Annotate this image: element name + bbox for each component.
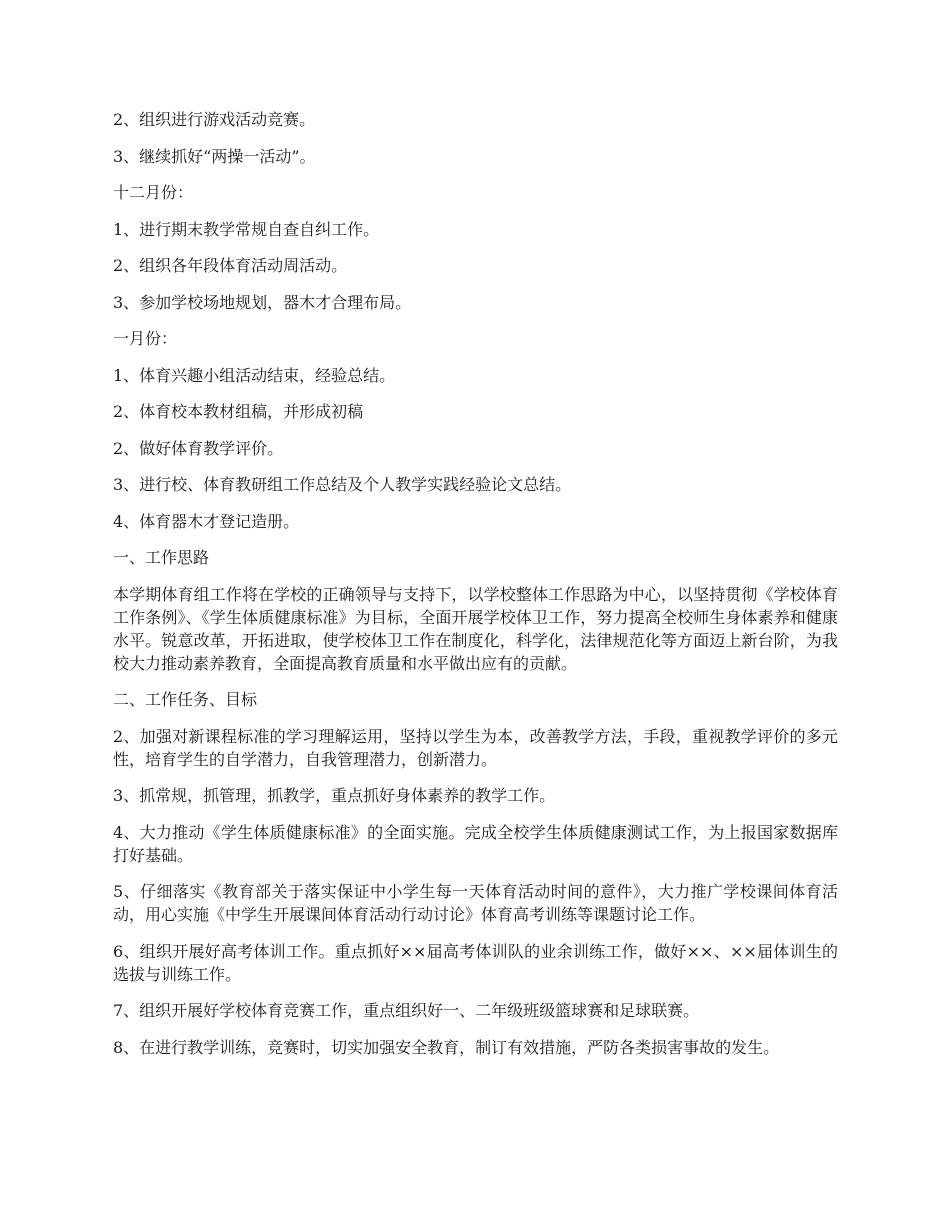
section-heading-december: 十二月份： (113, 183, 194, 202)
list-item: 4、体育器木才登记造册。 (113, 511, 300, 531)
list-item: 2、做好体育教学评价。 (113, 438, 284, 458)
list-item: 2、组织各年段体育活动周活动。 (113, 256, 348, 275)
list-item: 5、仔细落实《教育部关于落实保证中小学生每一天体育活动时间的意件》，大力推广学校课间体育活动，用心实施《中学生开展课间体育活动行动讨论》体育高考训练等课题讨论工作。 (113, 882, 838, 924)
list-item: 4、大力推动《学生体质健康标准》的全面实施。完成全校学生体质健康测试工作，为上报国家数据库打好基础。 (113, 822, 838, 865)
section-heading-january: 一月份： (113, 329, 178, 348)
body-paragraph: 本学期体育组工作将在学校的正确领导与支持下，以学校整体工作思路为中心，以坚持贯彻《学校体育工作条例》、《学生体质健康标准》为目标，全面开展学校体卫工作，努力提高全校师生身体素养和健康水平。锐意改革，开拓进取，使学校体卫工作在制度化，科学化，法律规范化等方面迈上新台阶，为我校大力推动素养教育，全面提高教育质量和水平做出应有的贡献。 (113, 584, 838, 673)
list-item: 3、抓常规，抓管理，抓教学，重点抓好身体素养的教学工作。 (113, 786, 556, 805)
list-item: 2、加强对新课程标准的学习理解运用，坚持以学生为本，改善教学方法，手段，重视教学评价的多元性，培育学生的自学潜力，自我管理潜力，创新潜力。 (113, 726, 838, 769)
list-item: 3、进行校、体育教研组工作总结及个人教学实践经验论文总结。 (113, 475, 572, 494)
list-item: 3、继续抓好“两操一活动”。 (113, 146, 316, 166)
list-item: 1、体育兴趣小组活动结束，经验总结。 (113, 365, 396, 385)
list-item: 8、在进行教学训练，竞赛时，切实加强安全教育，制订有效措施，严防各类损害事故的发生。 (113, 1037, 780, 1057)
section-heading-tasks-goals: 二、工作任务、目标 (113, 690, 258, 709)
list-item: 3、参加学校场地规划，器木才合理布局。 (113, 292, 412, 312)
list-item: 6、组织开展好高考体训工作。重点抓好××届高考体训队的业余训练工作，做好××、××届体训生的选拔与训练工作。 (113, 941, 838, 984)
list-item: 1、进行期末教学常规自查自纠工作。 (113, 219, 380, 239)
list-item: 2、组织进行游戏活动竞赛。 (113, 110, 316, 129)
document-body (113, 108, 838, 1072)
list-item: 2、体育校本教材组稿，并形成初稿 (113, 402, 364, 421)
section-heading-work-ideas: 一、工作思路 (113, 548, 210, 567)
list-item: 7、组织开展好学校体育竞赛工作，重点组织好一、二年级班级篮球赛和足球联赛。 (113, 1001, 700, 1020)
